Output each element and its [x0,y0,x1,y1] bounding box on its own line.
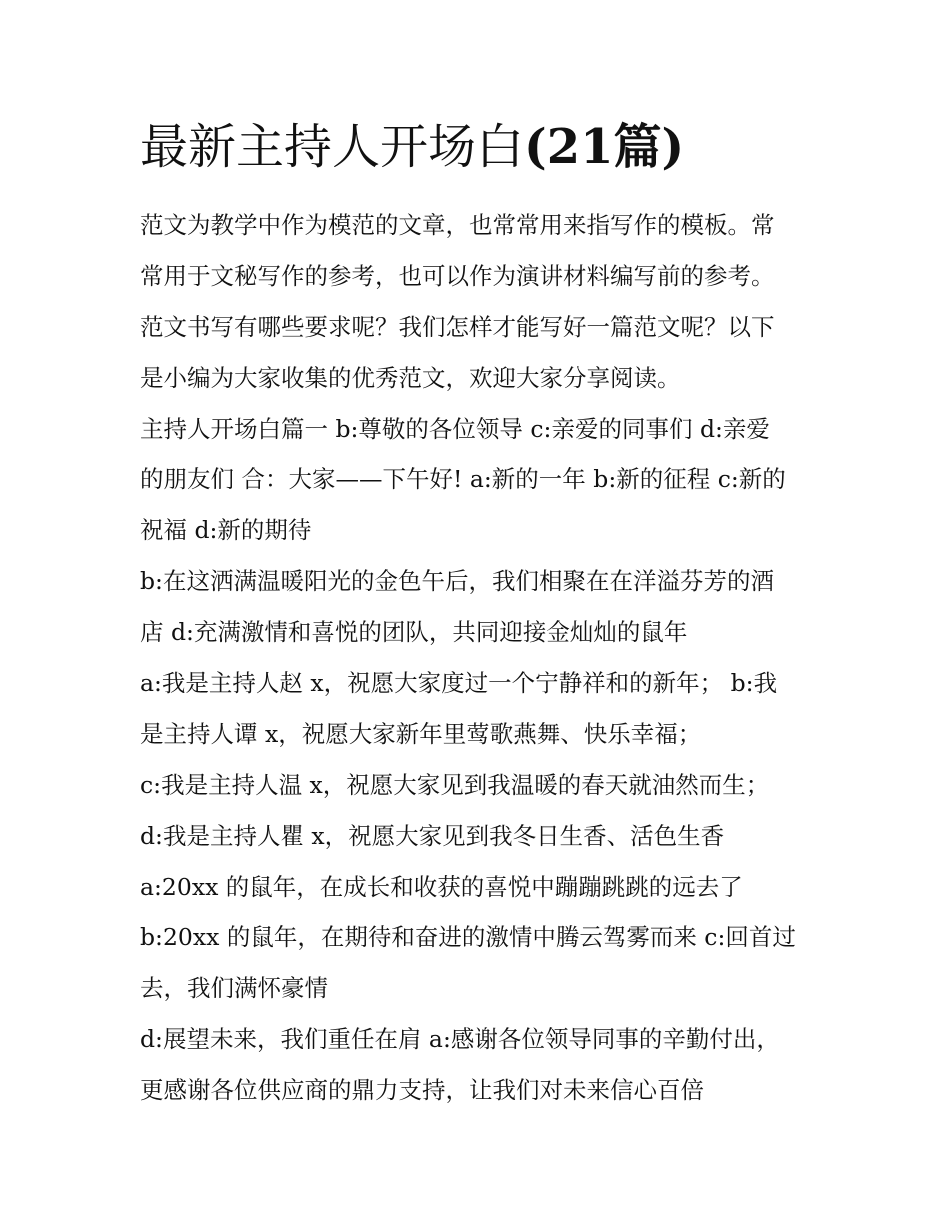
page-title [140,112,820,182]
text-line: 范文书写有哪些要求呢？我们怎样才能写好一篇范文呢？以下 [140,312,775,341]
text-line: a:我是主持人赵 x，祝愿大家度过一个宁静祥和的新年； b:我 [140,669,778,698]
text-line: 是小编为大家收集的优秀范文，欢迎大家分享阅读。 [140,363,681,392]
text-line: 祝福 d:新的期待 [140,516,312,545]
text-line: b:在这洒满温暖阳光的金色午后，我们相聚在在洋溢芬芳的酒 [140,567,774,596]
text-line: 主持人开场白篇一 b:尊敬的各位领导 c:亲爱的同事们 d:亲爱 [140,414,770,443]
text-line: 范文为教学中作为模范的文章，也常常用来指写作的模板。常 [140,211,775,239]
title-main: 最新主持人开场白 [140,119,525,175]
text-line: b:20xx 的鼠年，在期待和奋进的激情中腾云驾雾而来 c:回首过 [140,923,796,952]
text-line: 店 d:充满激情和喜悦的团队，共同迎接金灿灿的鼠年 [140,618,688,647]
text-line: a:20xx 的鼠年，在成长和收获的喜悦中蹦蹦跳跳的远去了 [140,872,743,901]
text-line: 是主持人谭 x，祝愿大家新年里莺歌燕舞、快乐幸福； [140,719,702,748]
text-line: c:我是主持人温 x，祝愿大家见到我温暖的春天就油然而生； [140,770,770,799]
text-line: 去，我们满怀豪情 [140,974,328,1003]
text-line: 的朋友们 合：大家——下午好! a:新的一年 b:新的征程 c:新的 [140,465,786,494]
text-line: d:我是主持人瞿 x，祝愿大家见到我冬日生香、活色生香 [140,821,725,850]
title-count: (21篇) [524,119,685,175]
document-body [140,200,812,1116]
text-line: 常用于文秘写作的参考，也可以作为演讲材料编写前的参考。 [140,261,775,290]
text-line: d:展望未来，我们重任在肩 a:感谢各位领导同事的辛勤付出， [140,1025,780,1054]
text-line: 更感谢各位供应商的鼎力支持，让我们对未来信心百倍 [140,1076,704,1105]
